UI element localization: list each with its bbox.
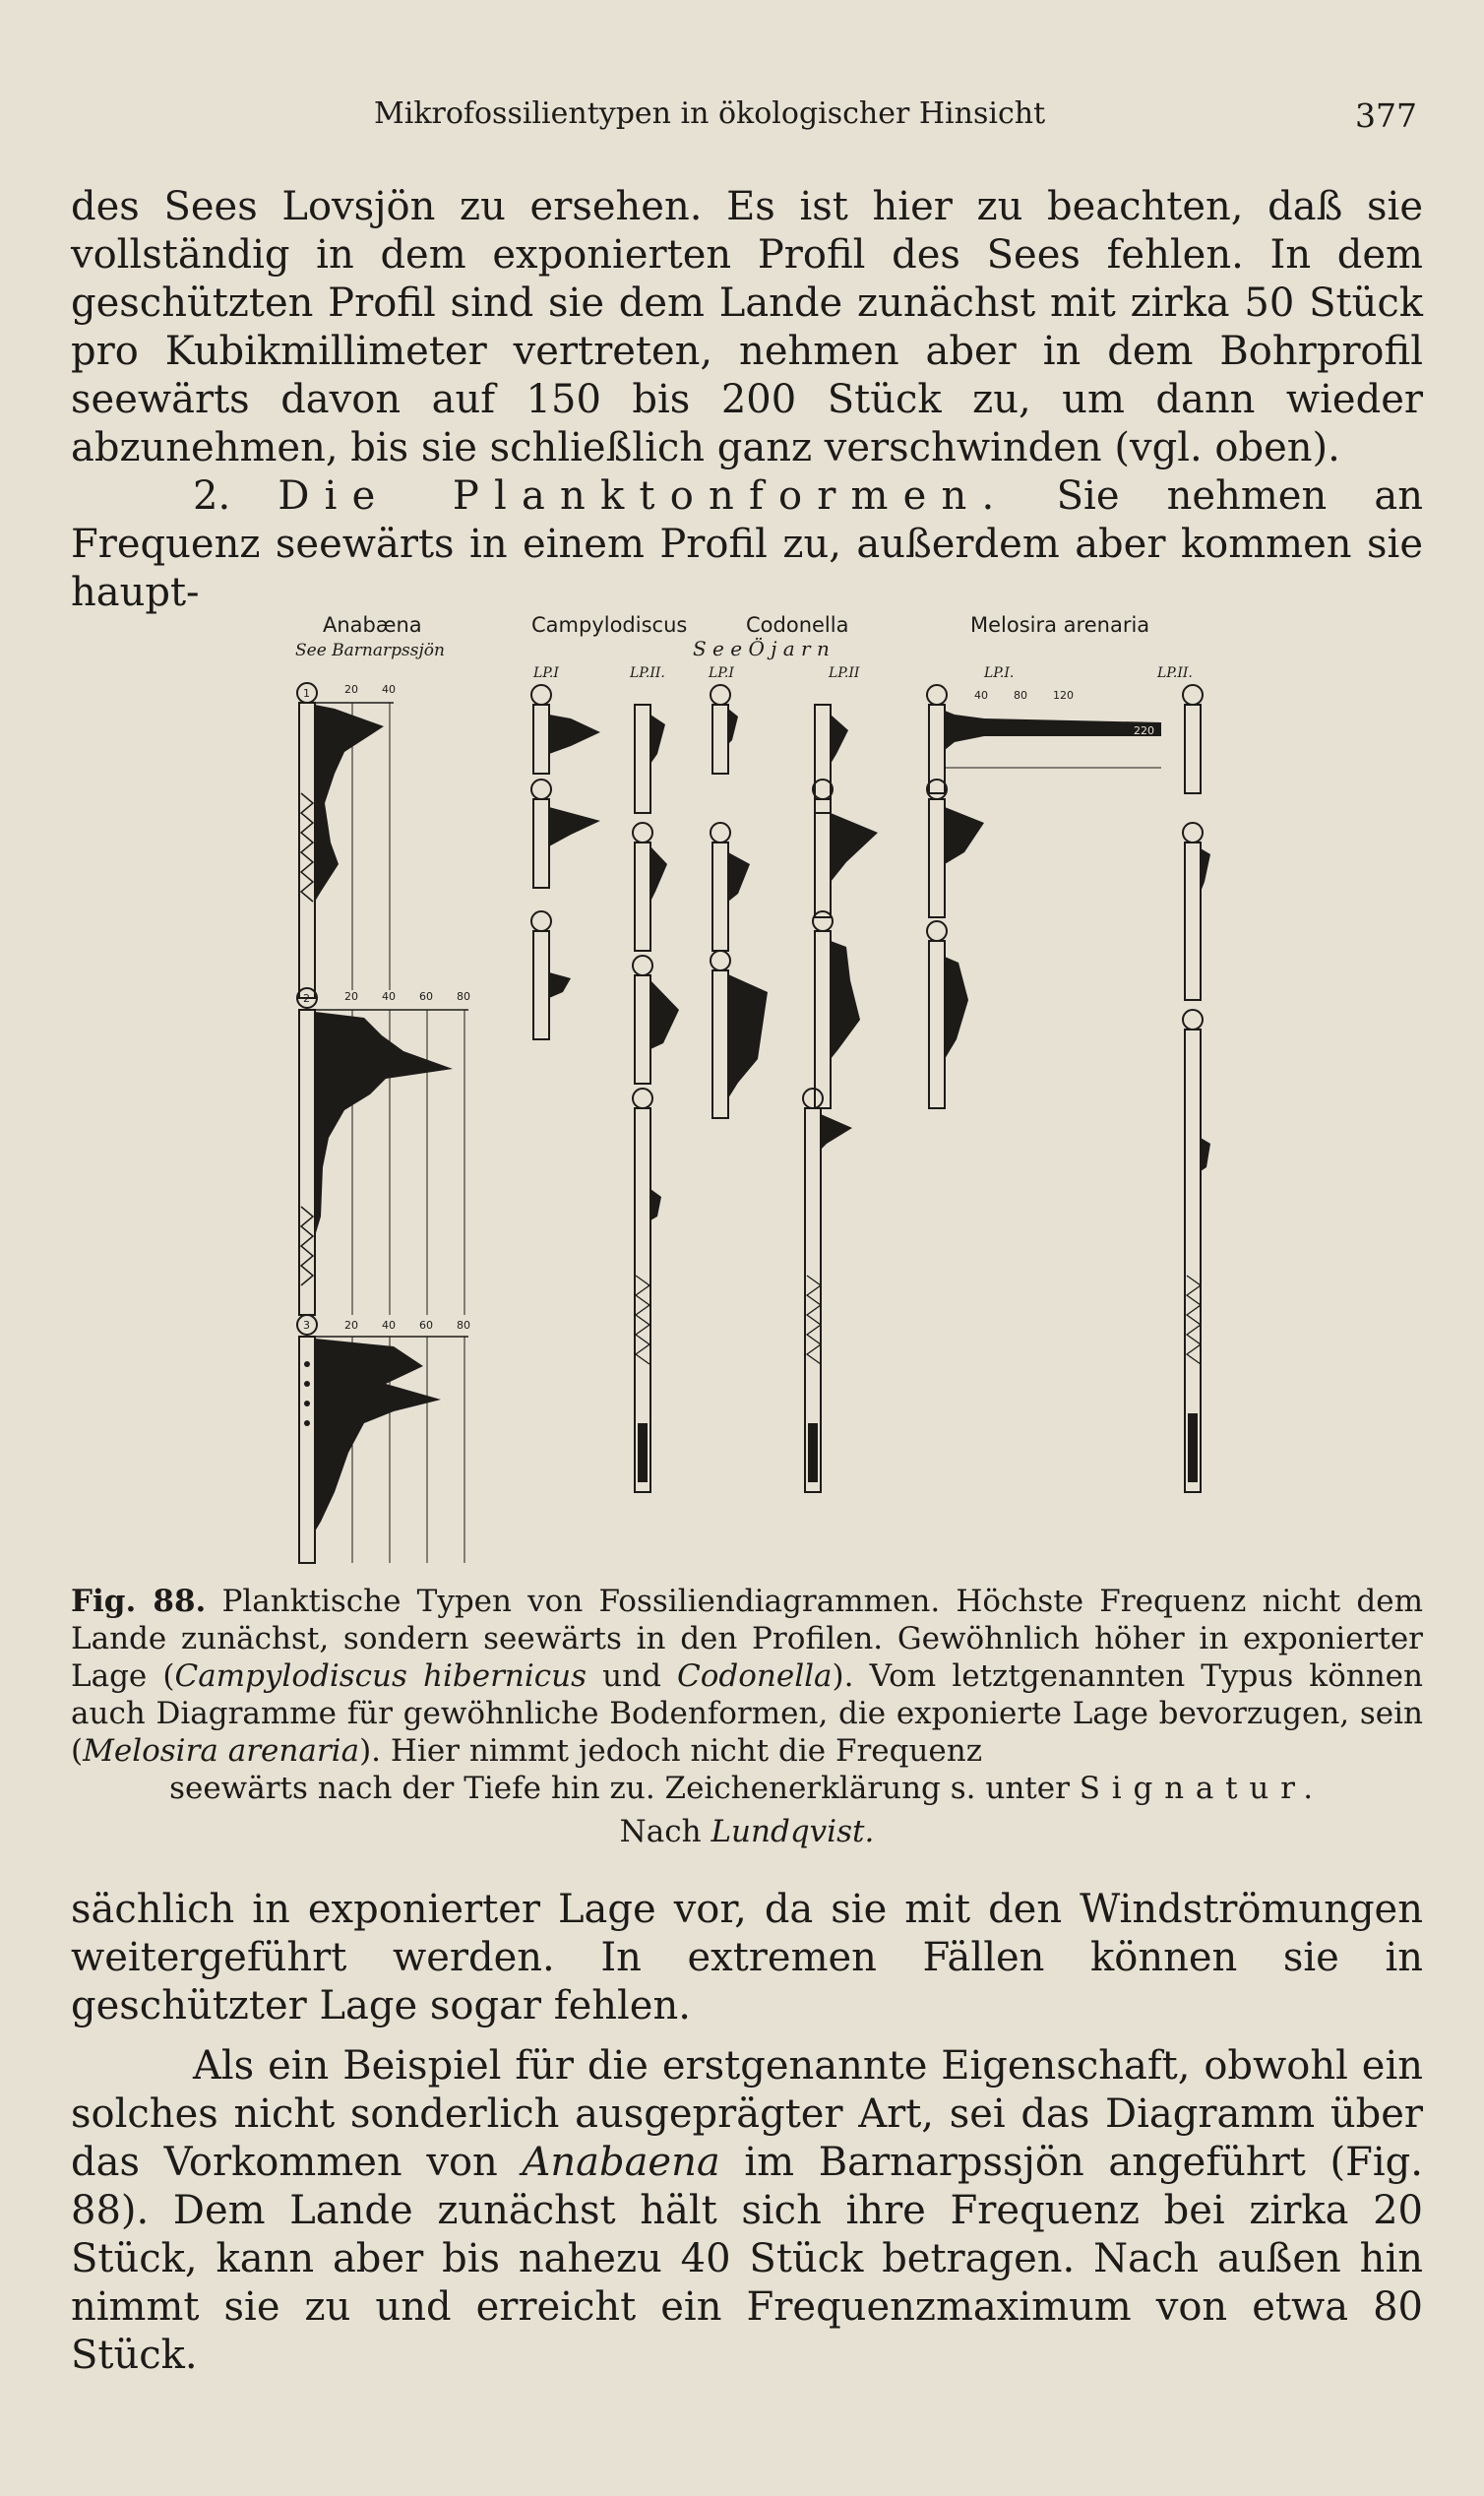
figure-number: Fig. 88. — [71, 1584, 207, 1619]
profile-number-2: 2 — [303, 992, 310, 1005]
figure-88-diagrams — [276, 606, 1260, 1581]
caption-credit-author: Lundqvist. — [711, 1814, 875, 1849]
scale-20: 20 — [344, 1319, 358, 1332]
fossil-diagram-figure — [276, 606, 1260, 1581]
scale-80: 80 — [457, 1319, 470, 1332]
header-codonella: Codonella — [746, 613, 849, 637]
anabaena-text-a: Als ein Beispiel für die erstgenannte Eigenschaft, obwohl ein solches nicht sonderlich ausgeprägter Art, sei das Diagramm über das Vorkommen von — [71, 2043, 1423, 2185]
header-campylodiscus: Campylodiscus — [531, 613, 688, 637]
anabaena-diagram-3 — [297, 1315, 470, 1563]
caption-last-line — [71, 1770, 1423, 1807]
caption-part-2: und — [587, 1658, 678, 1694]
caption-taxon-codonella: Codonella — [677, 1658, 833, 1694]
profile-label-lp1-a: LP.I — [533, 665, 559, 681]
bottom-text-block — [71, 1886, 1423, 2380]
caption-taxon-melosira: Melosira arenaria — [83, 1733, 360, 1769]
scale-40: 40 — [382, 683, 396, 696]
section-heading-spaced: Die Planktonformen. — [278, 473, 1010, 519]
anabaena-diagram-1 — [297, 683, 396, 998]
caption-part-1: Planktische Typen von Fossiliendiagrammen. Höchste Frequenz nicht dem Lande zunächst, sondern seewärts in den Profilen. Gewöhnlich höher in exponierter Lage ( — [71, 1584, 1424, 1694]
scale-80: 80 — [1014, 689, 1027, 702]
caption-credit-prefix: Nach — [619, 1814, 711, 1849]
header-see-ojarn: S e e Ö j a r n — [693, 637, 830, 660]
codonella-diagrams — [711, 685, 878, 1492]
paragraph-continuation: des Sees Lovsjön zu ersehen. Es ist hier zu beachten, daß sie vollständig in dem exponierten Profil des Sees fehlen. In dem geschützten Profil sind sie dem Lande zunächst mit zirka 50 Stück pro Kubikmillimeter vertreten, nehmen aber in dem Bohrprofil seewärts davon auf 150 bis 200 Stück zu, um dann wieder abzunehmen, bis sie schließlich ganz verschwinden (vgl. oben). — [71, 184, 1423, 470]
profile-number-3: 3 — [303, 1319, 310, 1332]
profile-label-lp2-b: LP.II — [829, 665, 860, 681]
anabaena-diagram-2 — [297, 988, 470, 1315]
caption-credit — [71, 1813, 1423, 1850]
melosira-diagrams — [927, 685, 1210, 1492]
scale-20: 20 — [344, 683, 358, 696]
header-anabaena: Anabæna — [323, 613, 422, 637]
profile-label-lp2-a: LP.II. — [630, 665, 665, 681]
paragraph-exponierter-lage: sächlich in exponierter Lage vor, da sie mit den Windströmungen weitergeführt werden. In extremen Fällen können sie in geschützter Lage sogar fehlen. — [71, 1887, 1423, 2028]
top-text-block — [71, 183, 1423, 617]
scale-40: 40 — [382, 1319, 396, 1332]
profile-label-lp1-b: LP.I — [709, 665, 734, 681]
section-number: 2. — [193, 473, 231, 519]
profile-label-lp2-c: LP.II. — [1157, 665, 1193, 681]
running-head — [374, 96, 1417, 140]
scale-60: 60 — [419, 990, 433, 1003]
caption-last-line-text: seewärts nach der Tiefe hin zu. Zeichenerklärung s. unter — [169, 1771, 1080, 1806]
caption-part-3: ). Vom letztgenannten Typus können auch Diagramme für gewöhnliche Bodenformen, die exponierte Lage bevorzugen, sein ( — [71, 1658, 1423, 1769]
header-melosira: Melosira arenaria — [970, 613, 1150, 637]
scale-80: 80 — [457, 990, 470, 1003]
caption-signatur: Signatur. — [1079, 1771, 1325, 1806]
scale-20: 20 — [344, 990, 358, 1003]
anabaena-italic: Anabaena — [522, 2140, 720, 2185]
paragraph-anabaena-example — [71, 2042, 1423, 2380]
scale-60: 60 — [419, 1319, 433, 1332]
running-head-title: Mikrofossilientypen in ökologischer Hinsicht — [374, 96, 1046, 131]
figure-caption — [71, 1583, 1423, 1850]
scale-120: 120 — [1053, 689, 1074, 702]
profile-label-lp1-c: LP.I. — [984, 665, 1015, 681]
caption-part-4: ). Hier nimmt jedoch nicht die Frequenz — [359, 1733, 983, 1769]
value-220: 220 — [1134, 724, 1154, 737]
paragraph-planktonformen — [71, 472, 1423, 617]
header-anabaena-lake: See Barnarpssjön — [295, 641, 445, 660]
page-number: 377 — [1355, 96, 1417, 135]
campylodiscus-diagrams — [531, 685, 679, 1492]
scale-40: 40 — [382, 990, 396, 1003]
profile-number-1: 1 — [303, 687, 310, 700]
caption-taxon-campylodiscus: Campylodiscus hibernicus — [174, 1658, 587, 1694]
anabaena-text-b: im Barnarpssjön angeführt (Fig. 88). Dem Lande zunächst hält sich ihre Frequenz bei zirka 20 Stück, kann aber bis nahezu 40 Stück betragen. Nach außen hin nimmt sie zu und erreicht ein Frequenzmaximum von etwa 80 Stück. — [71, 2140, 1423, 2378]
scale-40: 40 — [974, 689, 988, 702]
section-text: Sie nehmen an Frequenz seewärts in einem Profil zu, außerdem aber kommen sie haupt- — [71, 473, 1424, 615]
